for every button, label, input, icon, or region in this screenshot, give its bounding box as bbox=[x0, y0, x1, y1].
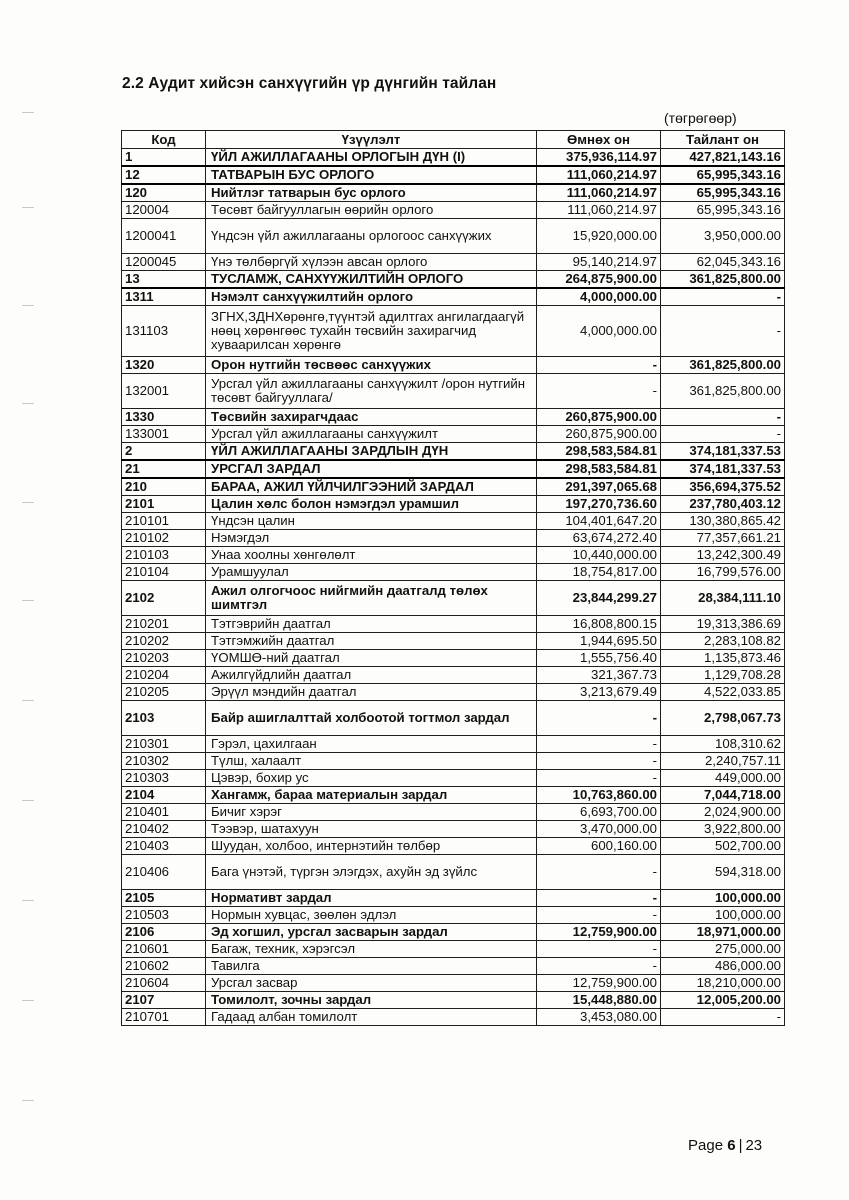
table-row bbox=[122, 787, 785, 804]
code-cell: 210 bbox=[122, 478, 206, 496]
previous-year-cell: - bbox=[537, 855, 661, 890]
indicator-cell: ҮЙЛ АЖИЛЛАГААНЫ ЗАРДЛЫН ДҮН bbox=[206, 443, 537, 461]
page-separator: | bbox=[738, 1137, 743, 1154]
table-row bbox=[122, 547, 785, 564]
code-cell: 2106 bbox=[122, 924, 206, 941]
previous-year-cell: 298,583,584.81 bbox=[537, 443, 661, 461]
previous-year-cell: 12,759,900.00 bbox=[537, 975, 661, 992]
previous-year-cell: 260,875,900.00 bbox=[537, 409, 661, 426]
reporting-year-cell: 374,181,337.53 bbox=[661, 460, 785, 478]
table-row bbox=[122, 975, 785, 992]
table-row bbox=[122, 736, 785, 753]
indicator-cell: БАРАА, АЖИЛ ҮЙЛЧИЛГЭЭНИЙ ЗАРДАЛ bbox=[206, 478, 537, 496]
header-previous-year: Өмнөх он bbox=[537, 131, 661, 149]
code-cell: 210202 bbox=[122, 633, 206, 650]
code-cell: 210201 bbox=[122, 616, 206, 633]
code-cell: 210402 bbox=[122, 821, 206, 838]
reporting-year-cell: 361,825,800.00 bbox=[661, 271, 785, 289]
table-row bbox=[122, 166, 785, 184]
previous-year-cell: 3,213,679.49 bbox=[537, 684, 661, 701]
reporting-year-cell: 2,240,757.11 bbox=[661, 753, 785, 770]
reporting-year-cell: 502,700.00 bbox=[661, 838, 785, 855]
financial-results-table bbox=[121, 130, 785, 1026]
indicator-cell: Томилолт, зочны зардал bbox=[206, 992, 537, 1009]
reporting-year-cell: 19,313,386.69 bbox=[661, 616, 785, 633]
indicator-cell: Урамшуулал bbox=[206, 564, 537, 581]
indicator-cell: Эрүүл мэндийн даатгал bbox=[206, 684, 537, 701]
previous-year-cell: 6,693,700.00 bbox=[537, 804, 661, 821]
code-cell: 1200041 bbox=[122, 219, 206, 254]
code-cell: 210101 bbox=[122, 513, 206, 530]
reporting-year-cell: 2,798,067.73 bbox=[661, 701, 785, 736]
previous-year-cell: 15,920,000.00 bbox=[537, 219, 661, 254]
indicator-cell: ҮОМШӨ-ний даатгал bbox=[206, 650, 537, 667]
table-row bbox=[122, 202, 785, 219]
indicator-cell: Урсгал үйл ажиллагааны санхүүжилт bbox=[206, 426, 537, 443]
table-row bbox=[122, 1009, 785, 1026]
reporting-year-cell: 237,780,403.12 bbox=[661, 496, 785, 513]
currency-unit-note: (төгрөгөөр) bbox=[664, 110, 737, 126]
indicator-cell: Тэтгэврийн даатгал bbox=[206, 616, 537, 633]
indicator-cell: Унаа хоолны хөнгөлөлт bbox=[206, 547, 537, 564]
previous-year-cell: 10,763,860.00 bbox=[537, 787, 661, 804]
reporting-year-cell: 16,799,576.00 bbox=[661, 564, 785, 581]
table-row bbox=[122, 804, 785, 821]
code-cell: 132001 bbox=[122, 374, 206, 409]
code-cell: 210406 bbox=[122, 855, 206, 890]
reporting-year-cell: 4,522,033.85 bbox=[661, 684, 785, 701]
table-row bbox=[122, 288, 785, 306]
indicator-cell: Хангамж, бараа материалын зардал bbox=[206, 787, 537, 804]
table-row bbox=[122, 478, 785, 496]
table-row bbox=[122, 149, 785, 167]
indicator-cell: Тээвэр, шатахуун bbox=[206, 821, 537, 838]
indicator-cell: ҮЙЛ АЖИЛЛАГААНЫ ОРЛОГЫН ДҮН (I) bbox=[206, 149, 537, 167]
indicator-cell: Үндсэн үйл ажиллагааны орлогоос санхүүжих bbox=[206, 219, 537, 254]
table-row bbox=[122, 271, 785, 289]
binder-hole-mark bbox=[22, 112, 34, 113]
code-cell: 21 bbox=[122, 460, 206, 478]
indicator-cell: Түлш, халаалт bbox=[206, 753, 537, 770]
code-cell: 133001 bbox=[122, 426, 206, 443]
table-row bbox=[122, 701, 785, 736]
reporting-year-cell: - bbox=[661, 409, 785, 426]
reporting-year-cell: 18,210,000.00 bbox=[661, 975, 785, 992]
indicator-cell: Үнэ төлбөргүй хүлээн авсан орлого bbox=[206, 254, 537, 271]
indicator-cell: Төсөвт байгууллагын өөрийн орлого bbox=[206, 202, 537, 219]
indicator-cell: Бага үнэтэй, түргэн элэгдэх, ахуйн эд зүйлс bbox=[206, 855, 537, 890]
indicator-cell: Урсгал засвар bbox=[206, 975, 537, 992]
reporting-year-cell: 356,694,375.52 bbox=[661, 478, 785, 496]
code-cell: 120004 bbox=[122, 202, 206, 219]
reporting-year-cell: 65,995,343.16 bbox=[661, 166, 785, 184]
binder-hole-mark bbox=[22, 305, 34, 306]
reporting-year-cell: - bbox=[661, 1009, 785, 1026]
indicator-cell: Тавилга bbox=[206, 958, 537, 975]
code-cell: 210103 bbox=[122, 547, 206, 564]
code-cell: 210701 bbox=[122, 1009, 206, 1026]
reporting-year-cell: 12,005,200.00 bbox=[661, 992, 785, 1009]
table-row bbox=[122, 496, 785, 513]
table-row bbox=[122, 770, 785, 787]
code-cell: 1330 bbox=[122, 409, 206, 426]
previous-year-cell: 1,944,695.50 bbox=[537, 633, 661, 650]
indicator-cell: Урсгал үйл ажиллагааны санхүүжилт /орон нутгийн төсөвт байгууллага/ bbox=[206, 374, 537, 409]
previous-year-cell: 197,270,736.60 bbox=[537, 496, 661, 513]
previous-year-cell: 104,401,647.20 bbox=[537, 513, 661, 530]
code-cell: 210403 bbox=[122, 838, 206, 855]
code-cell: 120 bbox=[122, 184, 206, 202]
code-cell: 210303 bbox=[122, 770, 206, 787]
reporting-year-cell: 65,995,343.16 bbox=[661, 202, 785, 219]
previous-year-cell: 18,754,817.00 bbox=[537, 564, 661, 581]
table-row bbox=[122, 426, 785, 443]
reporting-year-cell: 361,825,800.00 bbox=[661, 357, 785, 374]
table-row bbox=[122, 753, 785, 770]
table-row bbox=[122, 992, 785, 1009]
code-cell: 1 bbox=[122, 149, 206, 167]
previous-year-cell: - bbox=[537, 357, 661, 374]
reporting-year-cell: 62,045,343.16 bbox=[661, 254, 785, 271]
table-row bbox=[122, 357, 785, 374]
reporting-year-cell: 13,242,300.49 bbox=[661, 547, 785, 564]
code-cell: 12 bbox=[122, 166, 206, 184]
table-row bbox=[122, 855, 785, 890]
previous-year-cell: - bbox=[537, 890, 661, 907]
code-cell: 2101 bbox=[122, 496, 206, 513]
indicator-cell: Төсвийн захирагчдаас bbox=[206, 409, 537, 426]
previous-year-cell: - bbox=[537, 770, 661, 787]
table-row bbox=[122, 684, 785, 701]
reporting-year-cell: 28,384,111.10 bbox=[661, 581, 785, 616]
indicator-cell: ТАТВАРЫН БУС ОРЛОГО bbox=[206, 166, 537, 184]
header-indicator: Үзүүлэлт bbox=[206, 131, 537, 149]
reporting-year-cell: 7,044,718.00 bbox=[661, 787, 785, 804]
table-row bbox=[122, 184, 785, 202]
previous-year-cell: - bbox=[537, 753, 661, 770]
previous-year-cell: 375,936,114.97 bbox=[537, 149, 661, 167]
previous-year-cell: 264,875,900.00 bbox=[537, 271, 661, 289]
table-row bbox=[122, 890, 785, 907]
reporting-year-cell: 100,000.00 bbox=[661, 907, 785, 924]
reporting-year-cell: 1,135,873.46 bbox=[661, 650, 785, 667]
previous-year-cell: 111,060,214.97 bbox=[537, 166, 661, 184]
indicator-cell: Бичиг хэрэг bbox=[206, 804, 537, 821]
reporting-year-cell: 65,995,343.16 bbox=[661, 184, 785, 202]
binder-hole-mark bbox=[22, 800, 34, 801]
table-row bbox=[122, 667, 785, 684]
reporting-year-cell: 2,283,108.82 bbox=[661, 633, 785, 650]
page-label: Page bbox=[688, 1137, 724, 1154]
reporting-year-cell: 594,318.00 bbox=[661, 855, 785, 890]
indicator-cell: Эд хогшил, урсгал засварын зардал bbox=[206, 924, 537, 941]
binder-hole-mark bbox=[22, 207, 34, 208]
binder-hole-mark bbox=[22, 900, 34, 901]
previous-year-cell: - bbox=[537, 907, 661, 924]
indicator-cell: Байр ашиглалттай холбоотой тогтмол зардал bbox=[206, 701, 537, 736]
code-cell: 1320 bbox=[122, 357, 206, 374]
table-row bbox=[122, 650, 785, 667]
previous-year-cell: - bbox=[537, 941, 661, 958]
page-footer bbox=[688, 1137, 762, 1154]
code-cell: 210203 bbox=[122, 650, 206, 667]
table-row bbox=[122, 374, 785, 409]
table-row bbox=[122, 254, 785, 271]
table-row bbox=[122, 530, 785, 547]
reporting-year-cell: 374,181,337.53 bbox=[661, 443, 785, 461]
table-row bbox=[122, 958, 785, 975]
page-total: 23 bbox=[745, 1137, 763, 1154]
previous-year-cell: 111,060,214.97 bbox=[537, 202, 661, 219]
code-cell: 1311 bbox=[122, 288, 206, 306]
reporting-year-cell: - bbox=[661, 426, 785, 443]
previous-year-cell: 12,759,900.00 bbox=[537, 924, 661, 941]
code-cell: 210301 bbox=[122, 736, 206, 753]
previous-year-cell: - bbox=[537, 736, 661, 753]
table-row bbox=[122, 513, 785, 530]
previous-year-cell: 23,844,299.27 bbox=[537, 581, 661, 616]
code-cell: 2102 bbox=[122, 581, 206, 616]
indicator-cell: Тэтгэмжийн даатгал bbox=[206, 633, 537, 650]
table-row bbox=[122, 633, 785, 650]
indicator-cell: Үндсэн цалин bbox=[206, 513, 537, 530]
previous-year-cell: 298,583,584.81 bbox=[537, 460, 661, 478]
previous-year-cell: 95,140,214.97 bbox=[537, 254, 661, 271]
previous-year-cell: 10,440,000.00 bbox=[537, 547, 661, 564]
indicator-cell: Нийтлэг татварын бус орлого bbox=[206, 184, 537, 202]
indicator-cell: Багаж, техник, хэрэгсэл bbox=[206, 941, 537, 958]
previous-year-cell: 321,367.73 bbox=[537, 667, 661, 684]
table-row bbox=[122, 907, 785, 924]
table-row bbox=[122, 219, 785, 254]
reporting-year-cell: 361,825,800.00 bbox=[661, 374, 785, 409]
table-body bbox=[122, 149, 785, 1026]
reporting-year-cell: 77,357,661.21 bbox=[661, 530, 785, 547]
binder-hole-mark bbox=[22, 1100, 34, 1101]
previous-year-cell: - bbox=[537, 701, 661, 736]
reporting-year-cell: 275,000.00 bbox=[661, 941, 785, 958]
reporting-year-cell: 486,000.00 bbox=[661, 958, 785, 975]
table-row bbox=[122, 409, 785, 426]
previous-year-cell: 16,808,800.15 bbox=[537, 616, 661, 633]
code-cell: 210503 bbox=[122, 907, 206, 924]
reporting-year-cell: - bbox=[661, 288, 785, 306]
table-row bbox=[122, 924, 785, 941]
reporting-year-cell: 130,380,865.42 bbox=[661, 513, 785, 530]
binder-hole-mark bbox=[22, 502, 34, 503]
indicator-cell: Ажилгүйдлийн даатгал bbox=[206, 667, 537, 684]
previous-year-cell: 111,060,214.97 bbox=[537, 184, 661, 202]
code-cell: 2103 bbox=[122, 701, 206, 736]
code-cell: 2107 bbox=[122, 992, 206, 1009]
table-row bbox=[122, 581, 785, 616]
indicator-cell: Шуудан, холбоо, интернэтийн төлбөр bbox=[206, 838, 537, 855]
code-cell: 210401 bbox=[122, 804, 206, 821]
previous-year-cell: - bbox=[537, 958, 661, 975]
previous-year-cell: 3,470,000.00 bbox=[537, 821, 661, 838]
binder-hole-mark bbox=[22, 1000, 34, 1001]
binder-hole-mark bbox=[22, 600, 34, 601]
code-cell: 210601 bbox=[122, 941, 206, 958]
indicator-cell: Гэрэл, цахилгаан bbox=[206, 736, 537, 753]
reporting-year-cell: 2,024,900.00 bbox=[661, 804, 785, 821]
indicator-cell: Орон нутгийн төсвөөс санхүүжих bbox=[206, 357, 537, 374]
indicator-cell: Нормативт зардал bbox=[206, 890, 537, 907]
code-cell: 1200045 bbox=[122, 254, 206, 271]
reporting-year-cell: 3,950,000.00 bbox=[661, 219, 785, 254]
code-cell: 2105 bbox=[122, 890, 206, 907]
reporting-year-cell: - bbox=[661, 306, 785, 357]
indicator-cell: Цэвэр, бохир ус bbox=[206, 770, 537, 787]
previous-year-cell: 63,674,272.40 bbox=[537, 530, 661, 547]
previous-year-cell: 15,448,880.00 bbox=[537, 992, 661, 1009]
code-cell: 210604 bbox=[122, 975, 206, 992]
header-code: Код bbox=[122, 131, 206, 149]
code-cell: 210302 bbox=[122, 753, 206, 770]
previous-year-cell: 260,875,900.00 bbox=[537, 426, 661, 443]
previous-year-cell: 4,000,000.00 bbox=[537, 306, 661, 357]
indicator-cell: Нормын хувцас, зөөлөн эдлэл bbox=[206, 907, 537, 924]
previous-year-cell: 1,555,756.40 bbox=[537, 650, 661, 667]
indicator-cell: Нэмэгдэл bbox=[206, 530, 537, 547]
table-row bbox=[122, 821, 785, 838]
reporting-year-cell: 427,821,143.16 bbox=[661, 149, 785, 167]
indicator-cell: УРСГАЛ ЗАРДАЛ bbox=[206, 460, 537, 478]
binder-hole-mark bbox=[22, 700, 34, 701]
indicator-cell: Ажил олгогчоос нийгмийн даатгалд төлөх шимтгэл bbox=[206, 581, 537, 616]
reporting-year-cell: 1,129,708.28 bbox=[661, 667, 785, 684]
reporting-year-cell: 108,310.62 bbox=[661, 736, 785, 753]
report-title: 2.2 Аудит хийсэн санхүүгийн үр дүнгийн тайлан bbox=[122, 75, 497, 92]
reporting-year-cell: 3,922,800.00 bbox=[661, 821, 785, 838]
code-cell: 2104 bbox=[122, 787, 206, 804]
binder-hole-mark bbox=[22, 403, 34, 404]
reporting-year-cell: 18,971,000.00 bbox=[661, 924, 785, 941]
table-row bbox=[122, 443, 785, 461]
table-row bbox=[122, 838, 785, 855]
table-row bbox=[122, 941, 785, 958]
code-cell: 210102 bbox=[122, 530, 206, 547]
previous-year-cell: 600,160.00 bbox=[537, 838, 661, 855]
code-cell: 210204 bbox=[122, 667, 206, 684]
indicator-cell: Гадаад албан томилолт bbox=[206, 1009, 537, 1026]
indicator-cell: ТУСЛАМЖ, САНХҮҮЖИЛТИЙН ОРЛОГО bbox=[206, 271, 537, 289]
code-cell: 2 bbox=[122, 443, 206, 461]
table-header-row bbox=[122, 131, 785, 149]
code-cell: 131103 bbox=[122, 306, 206, 357]
reporting-year-cell: 449,000.00 bbox=[661, 770, 785, 787]
indicator-cell: Нэмэлт санхүүжилтийн орлого bbox=[206, 288, 537, 306]
previous-year-cell: - bbox=[537, 374, 661, 409]
reporting-year-cell: 100,000.00 bbox=[661, 890, 785, 907]
code-cell: 13 bbox=[122, 271, 206, 289]
table-row bbox=[122, 616, 785, 633]
code-cell: 210205 bbox=[122, 684, 206, 701]
code-cell: 210602 bbox=[122, 958, 206, 975]
indicator-cell: Цалин хөлс болон нэмэгдэл урамшил bbox=[206, 496, 537, 513]
previous-year-cell: 291,397,065.68 bbox=[537, 478, 661, 496]
table-row bbox=[122, 306, 785, 357]
table-row bbox=[122, 564, 785, 581]
previous-year-cell: 3,453,080.00 bbox=[537, 1009, 661, 1026]
header-reporting-year: Тайлант он bbox=[661, 131, 785, 149]
code-cell: 210104 bbox=[122, 564, 206, 581]
page-number: 6 bbox=[727, 1137, 736, 1154]
indicator-cell: ЗГНХ,ЗДНХөрөнгө,түүнтэй адилтгах ангилагдаагүй нөөц хөрөнгөөс тухайн төсвийн захирагчид хуваарилсан хөрөнгө bbox=[206, 306, 537, 357]
table-row bbox=[122, 460, 785, 478]
previous-year-cell: 4,000,000.00 bbox=[537, 288, 661, 306]
